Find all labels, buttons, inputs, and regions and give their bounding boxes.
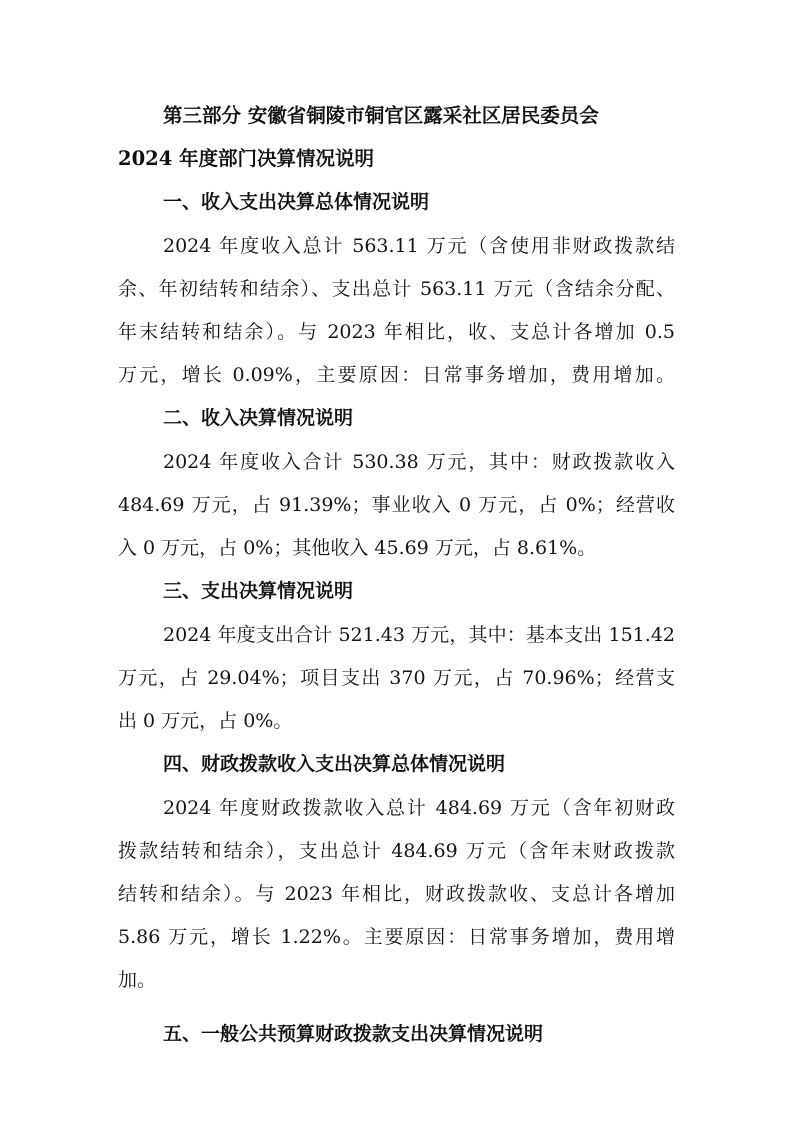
section-heading-2: 二、收入决算情况说明 <box>163 407 354 429</box>
section-1-paragraph-line-3: 年末结转和结余）。与 2023 年相比，收、支总计各增加 0.5 <box>118 321 675 343</box>
section-4-paragraph-line-2: 拨款结转和结余），支出总计 484.69 万元（含年末财政拨款 <box>118 840 675 862</box>
section-3-paragraph-line-2: 万元，占 29.04%；项目支出 370 万元，占 70.96%；经营支 <box>118 667 675 689</box>
section-1-paragraph-line-4: 万元，增长 0.09%，主要原因：日常事务增加，费用增加。 <box>118 364 675 386</box>
section-4-paragraph-line-3: 结转和结余）。与 2023 年相比，财政拨款收、支总计各增加 <box>118 883 675 905</box>
section-heading-4: 四、财政拨款收入支出决算总体情况说明 <box>163 753 506 775</box>
document-title-line-2: 2024 年度部门决算情况说明 <box>118 147 375 170</box>
section-3-paragraph-line-3: 出 0 万元，占 0%。 <box>118 710 293 732</box>
section-heading-3: 三、支出决算情况说明 <box>163 580 354 602</box>
section-2-paragraph-line-1: 2024 年度收入合计 530.38 万元，其中：财政拨款收入 <box>163 451 675 473</box>
section-2-paragraph-line-2: 484.69 万元，占 91.39%；事业收入 0 万元，占 0%；经营收 <box>118 494 675 516</box>
section-1-paragraph-line-2: 余、年初结转和结余）、支出总计 563.11 万元（含结余分配、 <box>118 278 675 300</box>
document-title-line-1: 第三部分 安徽省铜陵市铜官区露采社区居民委员会 <box>163 104 599 127</box>
section-heading-1: 一、收入支出决算总体情况说明 <box>163 191 430 213</box>
section-2-paragraph-line-3: 入 0 万元，占 0%；其他收入 45.69 万元，占 8.61%。 <box>118 537 597 559</box>
section-3-paragraph-line-1: 2024 年度支出合计 521.43 万元，其中：基本支出 151.42 <box>163 624 675 646</box>
section-4-paragraph-line-5: 加。 <box>118 969 157 991</box>
section-4-paragraph-line-4: 5.86 万元，增长 1.22%。主要原因：日常事务增加，费用增 <box>118 926 675 948</box>
section-heading-5: 五、一般公共预算财政拨款支出决算情况说明 <box>163 1023 544 1045</box>
section-1-paragraph-line-1: 2024 年度收入总计 563.11 万元（含使用非财政拨款结 <box>163 235 675 257</box>
section-4-paragraph-line-1: 2024 年度财政拨款收入总计 484.69 万元（含年初财政 <box>163 797 675 819</box>
